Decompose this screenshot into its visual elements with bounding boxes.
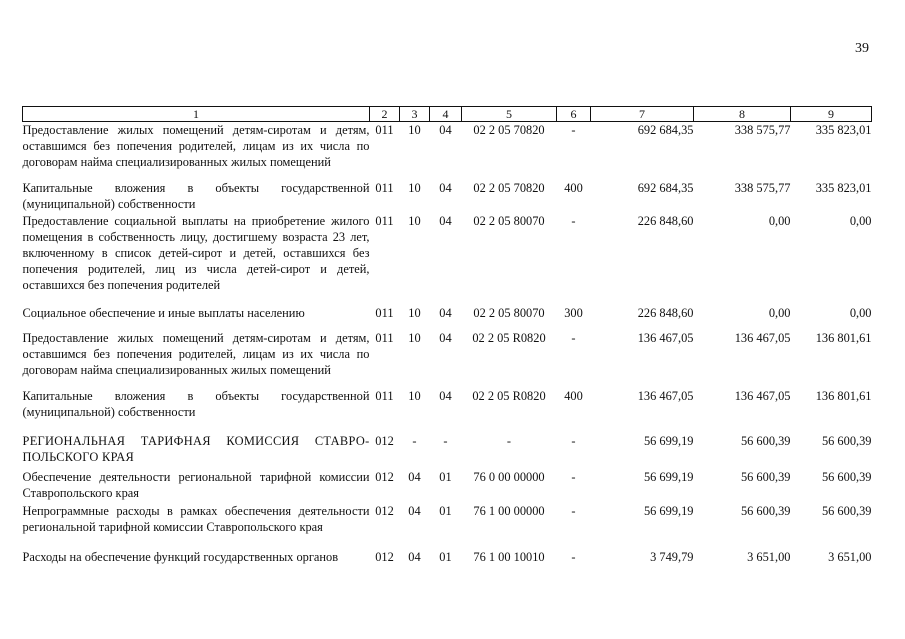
row-subsection: 01 xyxy=(439,549,452,564)
row-ministry-code: 012 xyxy=(375,503,394,518)
row-expense-type: 400 xyxy=(564,388,583,403)
row-name: Капитальные вложения в объекты государственной (муниципальной) собственности xyxy=(22,180,370,211)
table-row xyxy=(23,180,872,213)
row-amount-3: 335 823,01 xyxy=(815,123,872,137)
table-row xyxy=(23,433,872,469)
row-ministry-code: 011 xyxy=(375,305,394,320)
row-target-article: 76 1 00 10010 xyxy=(473,549,545,564)
row-amount-1: 56 699,19 xyxy=(643,503,694,518)
row-target-article: 76 1 00 00000 xyxy=(473,503,545,518)
row-amount-3: 3 651,00 xyxy=(828,549,872,564)
row-subsection: - xyxy=(443,433,448,448)
row-name: Предоставление жилых помещений детям-сиротам и детям, оставшимся без попечения родителей, лицам из их числа по договорам найма специализированных жилых помещений xyxy=(22,330,370,377)
row-amount-3: 56 600,39 xyxy=(821,503,872,518)
row-amount-2: 56 600,39 xyxy=(740,503,791,518)
row-expense-type: - xyxy=(571,213,576,228)
page-number: 39 xyxy=(855,41,869,56)
row-amount-3: 0,00 xyxy=(849,305,872,320)
row-amount-2: 136 467,05 xyxy=(734,388,791,403)
header-col-8: 8 xyxy=(694,107,791,122)
row-section: - xyxy=(412,433,417,448)
header-row xyxy=(23,107,872,122)
table-row xyxy=(23,503,872,549)
row-name: Обеспечение деятельности региональной тарифной комиссии Ставропольского края xyxy=(22,469,370,500)
row-subsection: 04 xyxy=(439,180,452,195)
row-section: 04 xyxy=(408,549,421,564)
row-subsection: 01 xyxy=(439,503,452,518)
row-subsection: 04 xyxy=(439,330,452,345)
row-amount-3: 136 801,61 xyxy=(815,388,872,403)
row-amount-1: 226 848,60 xyxy=(637,305,694,320)
row-section: 10 xyxy=(408,388,421,403)
table-row xyxy=(23,330,872,388)
row-name: Предоставление социальной выплаты на приобретение жилого помещения в собственность лицу, достигшему возраста 23 лет, включенному в список детей-сирот и детей, оставшихся без попечения родителей, лиц из числа детей-сирот и детей, оставшихся без попечения родителей xyxy=(22,213,370,292)
row-amount-3: 56 600,39 xyxy=(821,469,872,484)
row-name: Расходы на обеспечение функций государственных органов xyxy=(22,549,339,564)
row-ministry-code: 011 xyxy=(375,388,394,403)
row-amount-2: 136 467,05 xyxy=(734,330,791,345)
row-subsection: 01 xyxy=(439,469,452,484)
row-subsection: 04 xyxy=(439,305,452,320)
row-amount-1: 3 749,79 xyxy=(650,549,694,564)
row-amount-1: 136 467,05 xyxy=(637,388,694,403)
row-ministry-code: 011 xyxy=(375,330,394,345)
row-amount-1: 56 699,19 xyxy=(643,469,694,484)
row-expense-type: - xyxy=(571,503,576,518)
row-amount-1: 692 684,35 xyxy=(637,123,694,137)
row-amount-3: 56 600,39 xyxy=(821,433,872,448)
row-section: 10 xyxy=(408,213,421,228)
row-amount-3: 335 823,01 xyxy=(815,180,872,195)
row-ministry-code: 011 xyxy=(375,123,394,137)
row-amount-2: 56 600,39 xyxy=(740,433,791,448)
row-amount-3: 136 801,61 xyxy=(815,330,872,345)
row-section: 04 xyxy=(408,469,421,484)
header-col-1: 1 xyxy=(23,107,370,122)
header-col-6: 6 xyxy=(557,107,591,122)
table-row xyxy=(23,122,872,180)
row-target-article: 02 2 05 70820 xyxy=(473,180,545,195)
row-subsection: 04 xyxy=(439,388,452,403)
row-target-article: 02 2 05 70820 xyxy=(473,123,545,137)
row-expense-type: - xyxy=(571,433,576,448)
table-row xyxy=(23,388,872,433)
row-section: 10 xyxy=(408,330,421,345)
row-ministry-code: 011 xyxy=(375,180,394,195)
row-name: Социальное обеспечение и иные выплаты населению xyxy=(22,305,305,320)
header-col-9: 9 xyxy=(791,107,872,122)
row-amount-3: 0,00 xyxy=(849,213,872,228)
row-ministry-code: 011 xyxy=(375,213,394,228)
row-subsection: 04 xyxy=(439,213,452,228)
row-name: Непрограммные расходы в рамках обеспечения деятельности региональной тарифной комиссии Ставропольского края xyxy=(22,503,370,534)
header-col-7: 7 xyxy=(591,107,694,122)
table-row xyxy=(23,469,872,503)
row-section: 04 xyxy=(408,503,421,518)
row-amount-2: 56 600,39 xyxy=(740,469,791,484)
row-ministry-code: 012 xyxy=(375,469,394,484)
row-target-article: 76 0 00 00000 xyxy=(473,469,545,484)
header-col-3: 3 xyxy=(400,107,430,122)
row-name: Предоставление жилых помещений детям-сиротам и детям, оставшимся без попечения родителей, лицам из их числа по договорам найма специализированных жилых помещений xyxy=(22,123,370,169)
row-ministry-code: 012 xyxy=(375,433,394,448)
row-amount-2: 3 651,00 xyxy=(747,549,791,564)
row-section: 10 xyxy=(408,305,421,320)
row-expense-type: 300 xyxy=(564,305,583,320)
row-expense-type: 400 xyxy=(564,180,583,195)
header-col-4: 4 xyxy=(430,107,462,122)
row-amount-2: 338 575,77 xyxy=(734,123,791,137)
row-target-article: 02 2 05 80070 xyxy=(473,305,545,320)
table-row xyxy=(23,213,872,305)
row-ministry-code: 012 xyxy=(375,549,394,564)
table-row xyxy=(23,305,872,330)
header-col-2: 2 xyxy=(370,107,400,122)
row-expense-type: - xyxy=(571,469,576,484)
row-name: РЕГИОНАЛЬНАЯ ТАРИФНАЯ КОМИССИЯ СТАВРО-ПОЛЬСКОГО КРАЯ xyxy=(22,433,370,464)
row-amount-1: 136 467,05 xyxy=(637,330,694,345)
row-target-article: 02 2 05 80070 xyxy=(473,213,545,228)
row-expense-type: - xyxy=(571,549,576,564)
row-target-article: - xyxy=(506,433,512,448)
header-col-5: 5 xyxy=(462,107,557,122)
row-amount-1: 226 848,60 xyxy=(637,213,694,228)
row-target-article: 02 2 05 R0820 xyxy=(472,330,546,345)
row-amount-1: 56 699,19 xyxy=(643,433,694,448)
row-target-article: 02 2 05 R0820 xyxy=(472,388,546,403)
row-section: 10 xyxy=(408,123,421,137)
budget-table xyxy=(22,106,872,569)
row-expense-type: - xyxy=(571,330,576,345)
row-amount-2: 338 575,77 xyxy=(734,180,791,195)
row-section: 10 xyxy=(408,180,421,195)
row-amount-1: 692 684,35 xyxy=(637,180,694,195)
row-name: Капитальные вложения в объекты государственной (муниципальной) собственности xyxy=(22,388,370,419)
row-expense-type: - xyxy=(571,123,576,137)
table-row xyxy=(23,549,872,569)
row-amount-2: 0,00 xyxy=(768,305,791,320)
row-subsection: 04 xyxy=(439,123,452,137)
row-amount-2: 0,00 xyxy=(768,213,791,228)
